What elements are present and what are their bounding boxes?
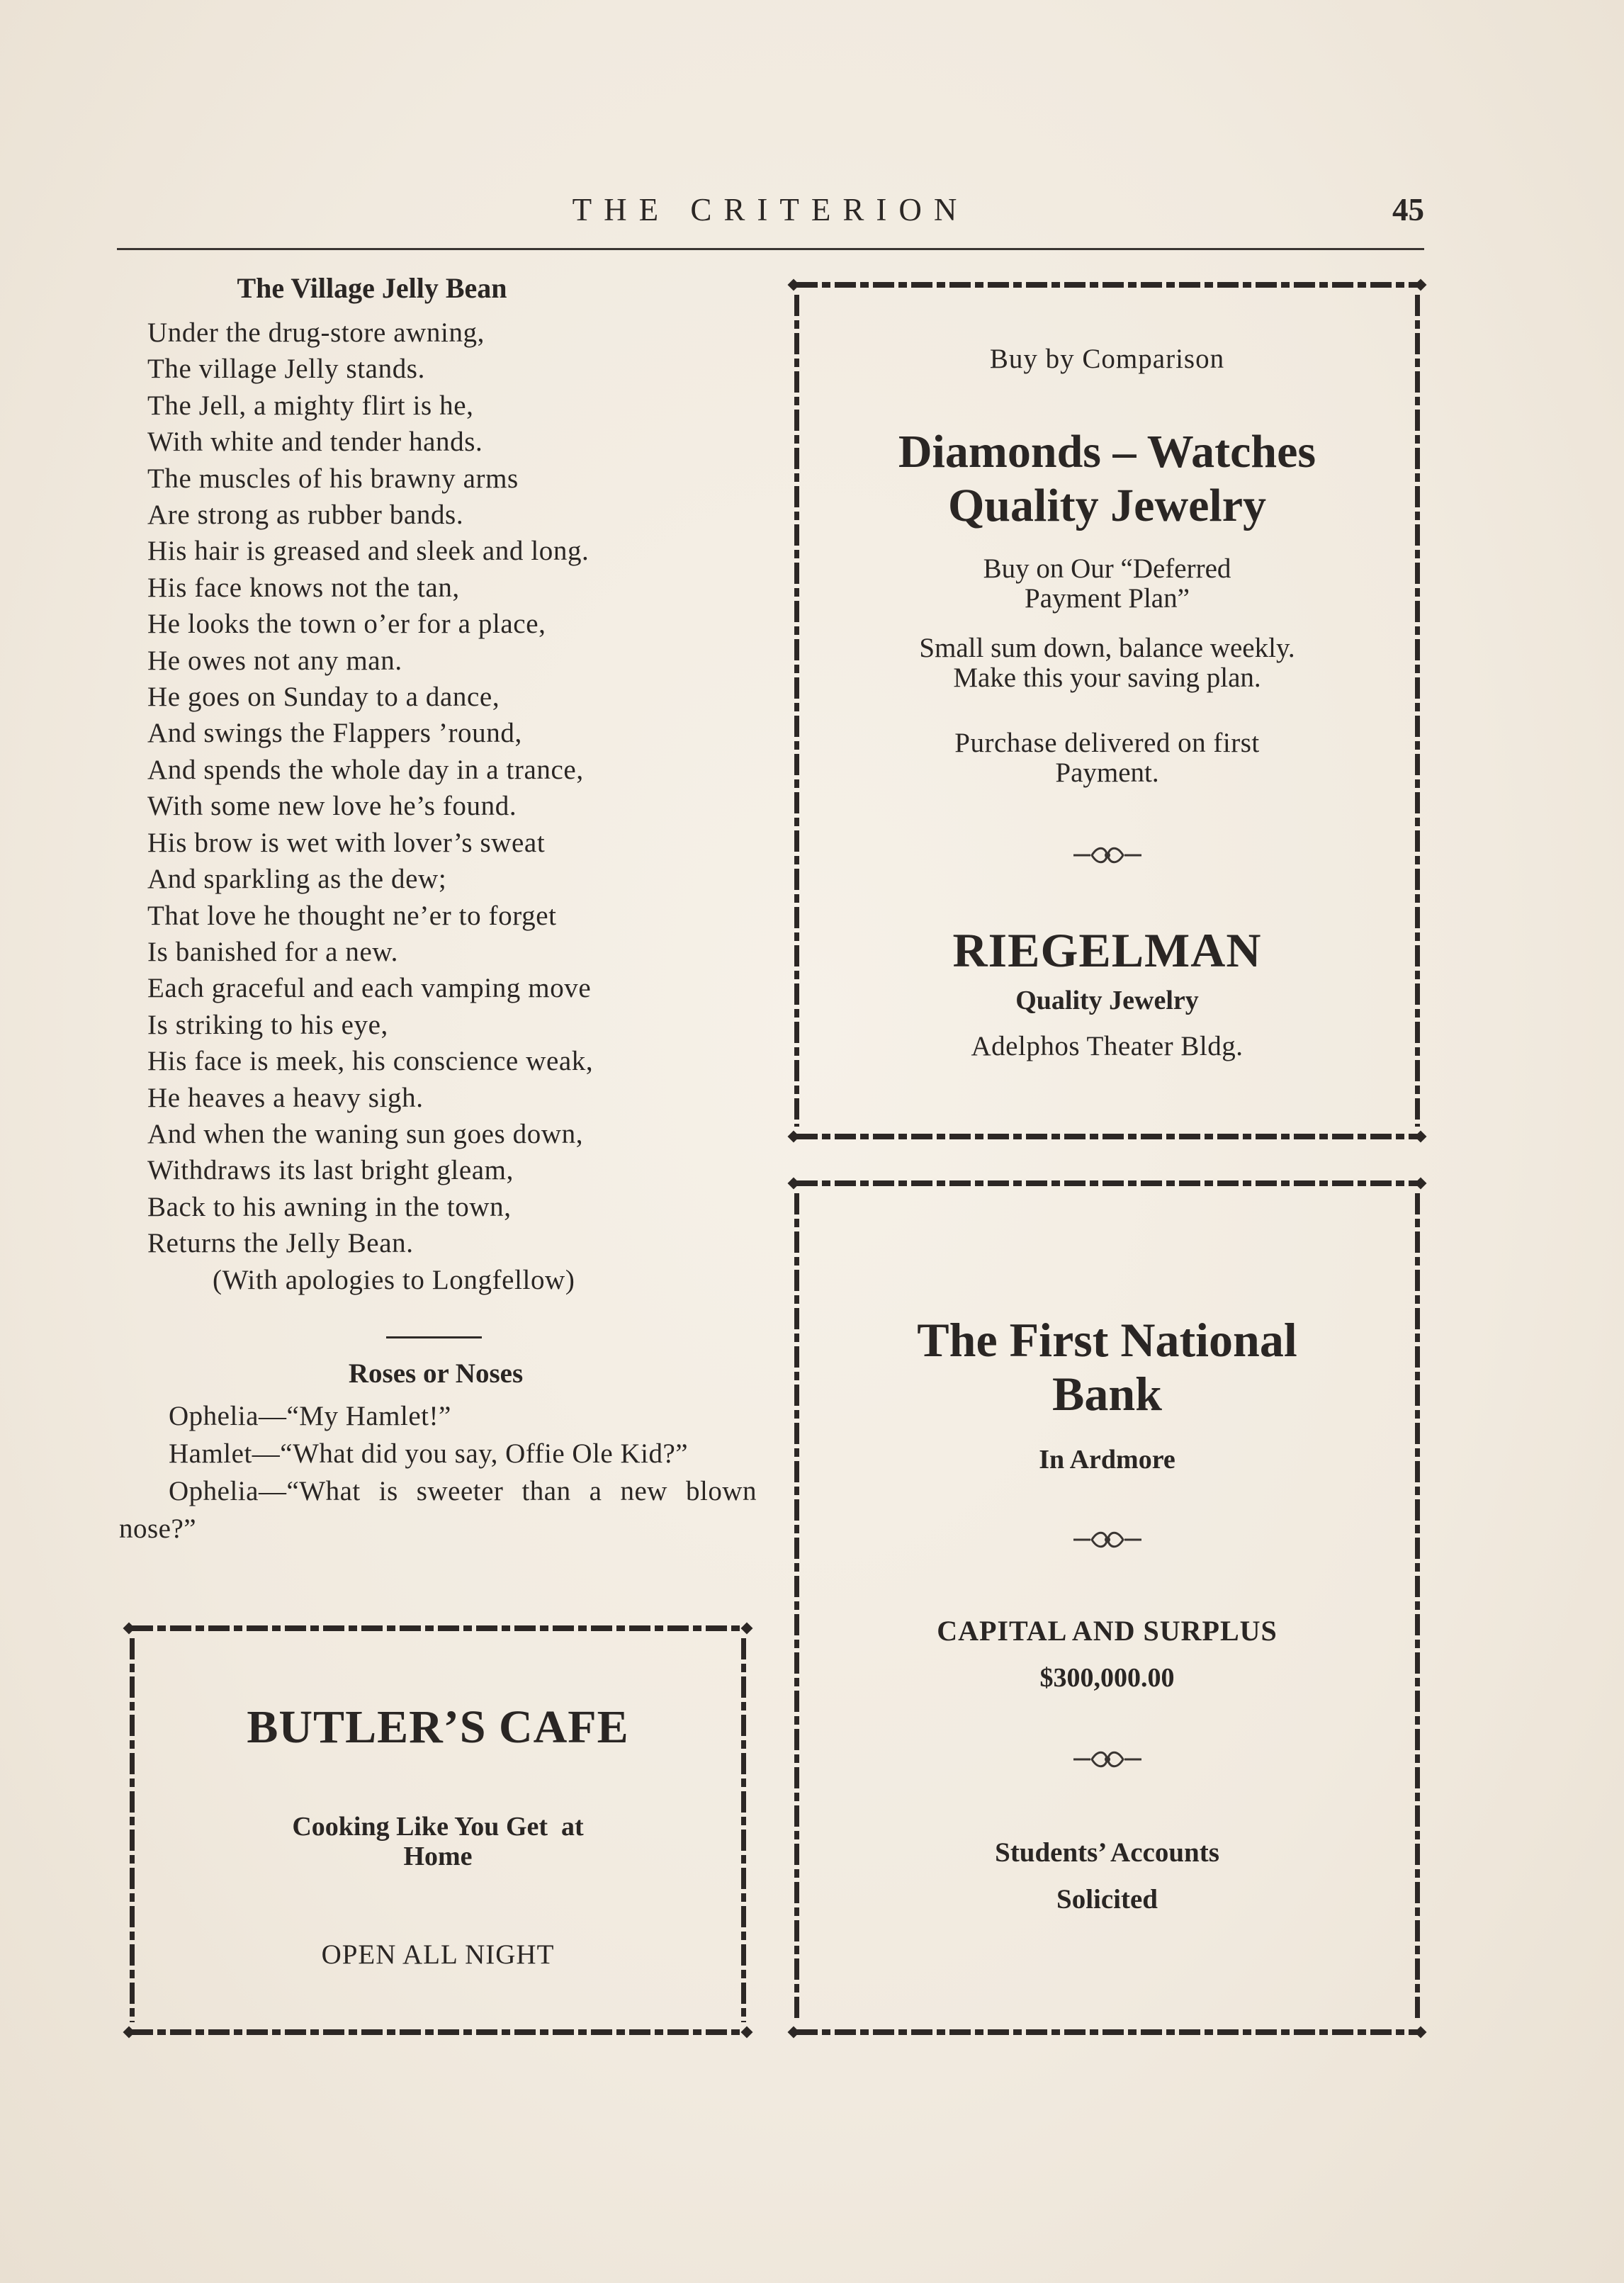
jewelry-ad-box bbox=[786, 278, 1428, 1144]
corner-ornament bbox=[122, 2025, 136, 2039]
poem-line: And spends the whole day in a trance, bbox=[147, 754, 584, 785]
journal-title: THE CRITERION bbox=[572, 192, 969, 227]
ornamental-border-top bbox=[132, 1625, 744, 1631]
header-rule bbox=[117, 248, 1424, 250]
capital-label: CAPITAL AND SURPLUS bbox=[937, 1615, 1278, 1647]
ad-terms: Small sum down, balance weekly. bbox=[919, 633, 1295, 663]
corner-ornament bbox=[786, 278, 801, 292]
poem-line: He looks the town o’er for a place, bbox=[147, 609, 546, 640]
ad-delivery: Payment. bbox=[1055, 757, 1159, 788]
flourish-ornament-icon bbox=[1071, 843, 1144, 867]
poem-attribution: (With apologies to Longfellow) bbox=[213, 1264, 575, 1295]
poem-line: The Jell, a mighty flirt is he, bbox=[147, 390, 474, 421]
ornamental-border-top bbox=[796, 282, 1418, 288]
store-name: RIEGELMAN bbox=[952, 923, 1262, 977]
bank-name: Bank bbox=[1052, 1367, 1162, 1421]
poem-line: Returns the Jelly Bean. bbox=[147, 1228, 414, 1259]
flourish-ornament-icon bbox=[1071, 1528, 1144, 1552]
ornamental-border-top bbox=[796, 1180, 1418, 1186]
corner-ornament bbox=[740, 1621, 754, 1635]
ornamental-border-bottom bbox=[132, 2029, 744, 2035]
students-offer: Students’ Accounts bbox=[995, 1837, 1219, 1868]
corner-ornament bbox=[1414, 1129, 1428, 1144]
dialog-line: Ophelia—“My Hamlet!” bbox=[169, 1401, 451, 1431]
cafe-tagline: Cooking Like You Get at bbox=[292, 1812, 584, 1842]
ornamental-border-bottom bbox=[796, 1134, 1418, 1139]
poem-line: With white and tender hands. bbox=[147, 427, 483, 458]
running-header bbox=[117, 191, 1424, 241]
corner-ornament bbox=[786, 2025, 801, 2039]
poem-line: He goes on Sunday to a dance, bbox=[147, 682, 500, 713]
poem-line: That love he thought ne’er to forget bbox=[147, 900, 557, 931]
corner-ornament bbox=[1414, 2025, 1428, 2039]
poem-line: Is banished for a new. bbox=[147, 936, 398, 967]
poem-line: Each graceful and each vamping move bbox=[147, 973, 592, 1004]
poem-line: Withdraws its last bright gleam, bbox=[147, 1155, 514, 1186]
capital-value: $300,000.00 bbox=[1039, 1663, 1175, 1693]
page-number: 45 bbox=[1392, 192, 1424, 227]
corner-ornament bbox=[122, 1621, 136, 1635]
ad-terms: Make this your saving plan. bbox=[953, 663, 1261, 693]
bank-ad-box bbox=[786, 1176, 1428, 2039]
poem-line: And when the waning sun goes down, bbox=[147, 1118, 584, 1149]
poem-line: With some new love he’s found. bbox=[147, 791, 517, 822]
flourish-ornament-icon bbox=[1071, 1747, 1144, 1771]
dialog-line: Hamlet—“What did you say, Offie Ole Kid?” bbox=[169, 1438, 689, 1469]
students-offer: Solicited bbox=[1056, 1884, 1158, 1915]
bank-location: In Ardmore bbox=[1039, 1445, 1175, 1475]
poem-line: And swings the Flappers ’round, bbox=[147, 718, 522, 749]
butler-ad-box bbox=[122, 1621, 754, 2039]
joke-dialog bbox=[119, 1397, 757, 1548]
poem-body bbox=[147, 315, 757, 1298]
poem-line: Back to his awning in the town, bbox=[147, 1191, 512, 1222]
cafe-hours: OPEN ALL NIGHT bbox=[321, 1939, 555, 1970]
poem-title: The Village Jelly Bean bbox=[237, 272, 507, 304]
ad-headline: Quality Jewelry bbox=[947, 480, 1267, 531]
poem-line: His face knows not the tan, bbox=[147, 572, 460, 603]
poem-line: His hair is greased and sleek and long. bbox=[147, 536, 590, 567]
corner-ornament bbox=[786, 1129, 801, 1144]
poem-line: Is striking to his eye, bbox=[147, 1009, 388, 1040]
joke-title: Roses or Noses bbox=[348, 1358, 524, 1389]
ad-headline: Diamonds – Watches bbox=[898, 426, 1316, 478]
poem-line: The muscles of his brawny arms bbox=[147, 463, 519, 494]
poem-line: The village Jelly stands. bbox=[147, 354, 425, 385]
corner-ornament bbox=[1414, 1176, 1428, 1190]
poem-line: And sparkling as the dew; bbox=[147, 864, 447, 895]
poem-line: His brow is wet with lover’s sweat bbox=[147, 827, 546, 858]
poem-line: Under the drug-store awning, bbox=[147, 317, 485, 348]
cafe-tagline: Home bbox=[403, 1842, 473, 1871]
ornamental-border-bottom bbox=[796, 2029, 1418, 2035]
store-location: Adelphos Theater Bldg. bbox=[971, 1031, 1244, 1061]
ad-plan: Payment Plan” bbox=[1025, 583, 1190, 614]
section-divider bbox=[386, 1336, 482, 1338]
store-subtitle: Quality Jewelry bbox=[1015, 986, 1199, 1015]
poem-line: He heaves a heavy sigh. bbox=[147, 1082, 424, 1113]
ad-intro: Buy by Comparison bbox=[989, 344, 1225, 374]
ad-plan: Buy on Our “Deferred bbox=[983, 553, 1231, 584]
ad-delivery: Purchase delivered on first bbox=[954, 728, 1260, 758]
dialog-line: Ophelia—“What is sweeter than a new blown nose?” bbox=[119, 1476, 757, 1544]
bank-name: The First National bbox=[917, 1313, 1297, 1367]
poem-line: His face is meek, his conscience weak, bbox=[147, 1046, 594, 1077]
corner-ornament bbox=[1414, 278, 1428, 292]
poem-line: He owes not any man. bbox=[147, 645, 402, 676]
cafe-name: BUTLER’S CAFE bbox=[247, 1701, 629, 1753]
corner-ornament bbox=[786, 1176, 801, 1190]
poem-line: Are strong as rubber bands. bbox=[147, 500, 464, 531]
corner-ornament bbox=[740, 2025, 754, 2039]
